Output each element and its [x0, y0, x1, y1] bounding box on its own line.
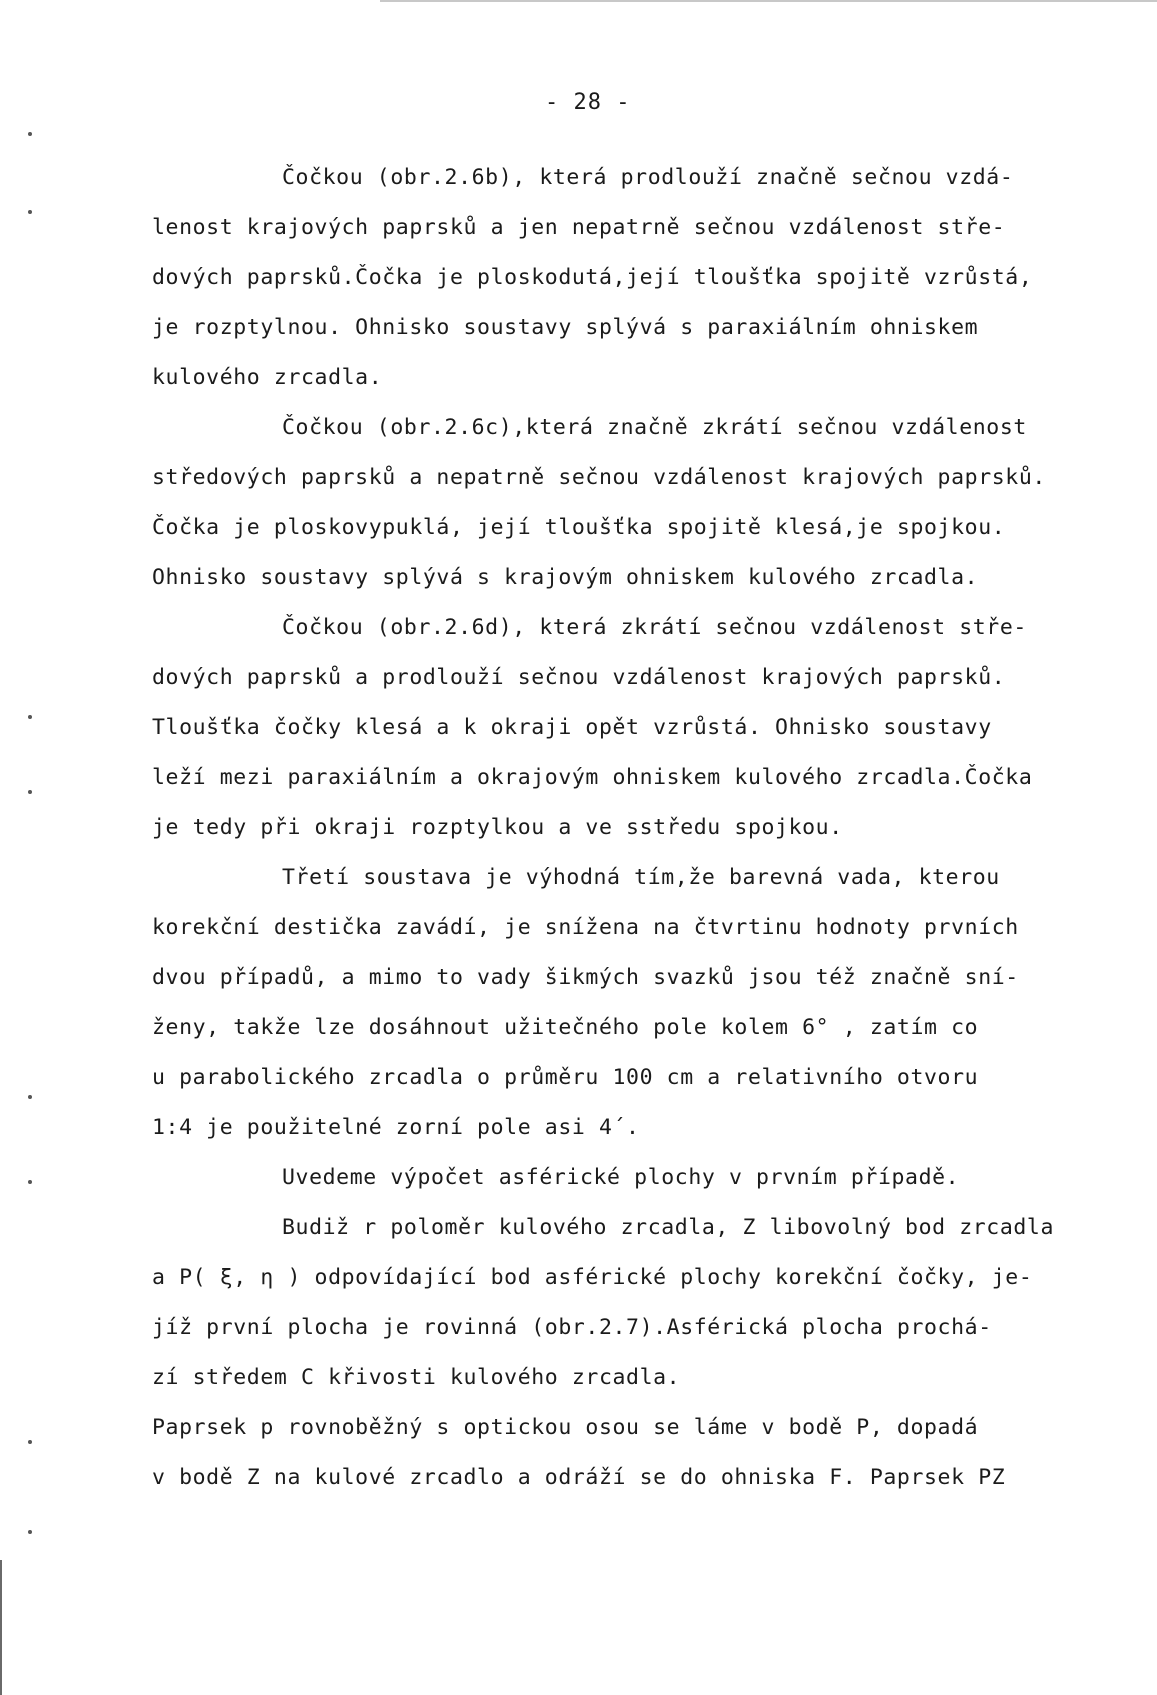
text-line: je tedy při okraji rozptylkou a ve sstředu spojkou. — [152, 815, 843, 840]
margin-speck — [28, 210, 32, 214]
page-number: - 28 - — [545, 90, 631, 115]
margin-speck — [28, 132, 32, 136]
text-line: Čočkou (obr.2.6d), která zkrátí sečnou vzdálenost stře- — [282, 615, 1027, 640]
text-line: Čočka je ploskovypuklá, její tloušťka spojitě klesá,je spojkou. — [152, 515, 1006, 540]
text-line: je rozptylnou. Ohnisko soustavy splývá s paraxiálním ohniskem — [152, 315, 979, 340]
text-line: Ohnisko soustavy splývá s krajovým ohniskem kulového zrcadla. — [152, 565, 979, 590]
margin-speck — [28, 1530, 32, 1534]
text-line: zí středem C křivosti kulového zrcadla. — [152, 1365, 681, 1390]
text-line: Budiž r poloměr kulového zrcadla, Z libovolný bod zrcadla — [282, 1215, 1055, 1240]
margin-speck — [28, 1440, 32, 1444]
text-line: ženy, takže lze dosáhnout užitečného pole kolem 6° , zatím co — [152, 1015, 979, 1040]
text-line: Uvedeme výpočet asférické plochy v prvním případě. — [282, 1165, 960, 1190]
top-edge-rule — [380, 0, 1157, 2]
text-line: Tloušťka čočky klesá a k okraji opět vzrůstá. Ohnisko soustavy — [152, 715, 992, 740]
text-line: 1:4 je použitelné zorní pole asi 4´. — [152, 1115, 640, 1140]
text-line: v bodě Z na kulové zrcadlo a odráží se do ohniska F. Paprsek PZ — [152, 1465, 1006, 1490]
margin-speck — [28, 790, 32, 794]
text-line: korekční destička zavádí, je snížena na čtvrtinu hodnoty prvních — [152, 915, 1019, 940]
margin-speck — [28, 1095, 32, 1099]
text-line: středových paprsků a nepatrně sečnou vzdálenost krajových paprsků. — [152, 465, 1046, 490]
text-line: dových paprsků a prodlouží sečnou vzdálenost krajových paprsků. — [152, 665, 1006, 690]
text-line: a P( ξ, η ) odpovídající bod asférické plochy korekční čočky, je- — [152, 1265, 1033, 1290]
text-line: dových paprsků.Čočka je ploskodutá,její tloušťka spojitě vzrůstá, — [152, 265, 1033, 290]
left-edge-shadow — [0, 1560, 2, 1695]
text-line: Třetí soustava je výhodná tím,že barevná vada, kterou — [282, 865, 1000, 890]
text-line: u parabolického zrcadla o průměru 100 cm a relativního otvoru — [152, 1065, 979, 1090]
text-line: Paprsek p rovnoběžný s optickou osou se láme v bodě P, dopadá — [152, 1415, 979, 1440]
text-line: Čočkou (obr.2.6c),která značně zkrátí sečnou vzdálenost — [282, 415, 1027, 440]
text-line: dvou případů, a mimo to vady šikmých svazků jsou též značně sní- — [152, 965, 1019, 990]
margin-speck — [28, 1180, 32, 1184]
text-line: lenost krajových paprsků a jen nepatrně sečnou vzdálenost stře- — [152, 215, 1006, 240]
text-line: Čočkou (obr.2.6b), která prodlouží značně sečnou vzdá- — [282, 165, 1014, 190]
margin-speck — [28, 715, 32, 719]
text-line: kulového zrcadla. — [152, 365, 383, 390]
text-line: leží mezi paraxiálním a okrajovým ohniskem kulového zrcadla.Čočka — [152, 765, 1033, 790]
text-line: jíž první plocha je rovinná (obr.2.7).Asférická plocha prochá- — [152, 1315, 992, 1340]
